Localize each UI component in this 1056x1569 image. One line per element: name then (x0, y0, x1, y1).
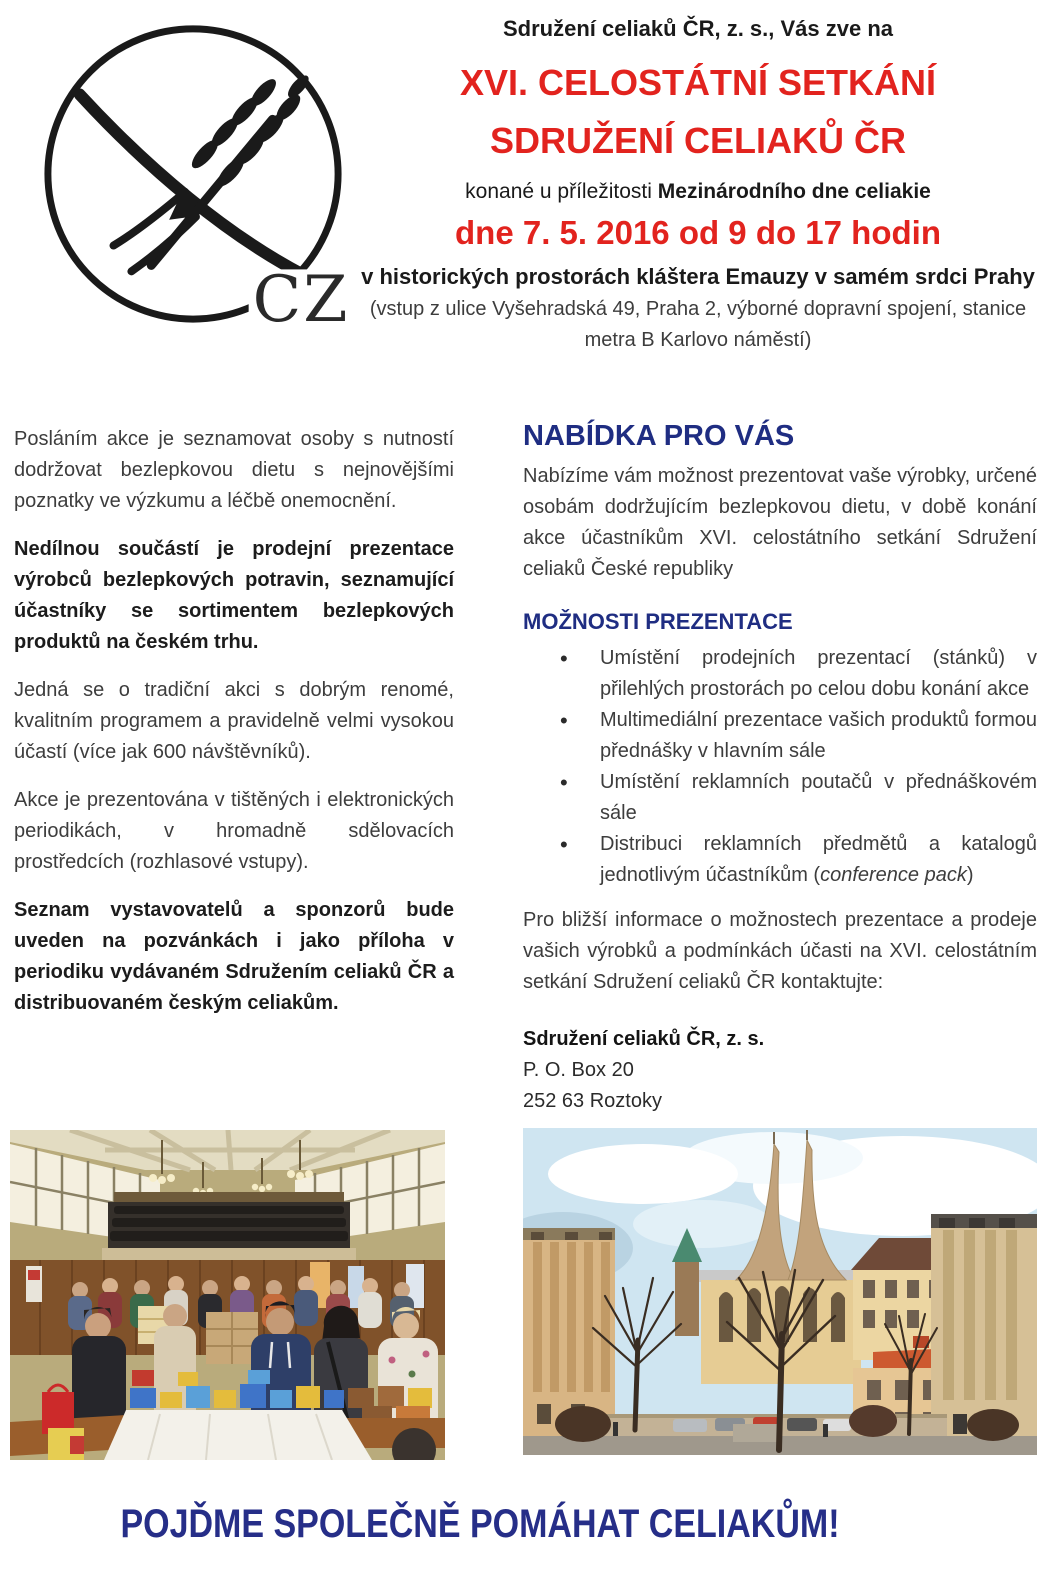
presentation-options-list (523, 643, 1037, 891)
footer-slogan-row (0, 1502, 1056, 1547)
occasion-line (352, 180, 1044, 204)
svg-text:CZ: CZ (252, 262, 350, 337)
list-item (523, 829, 1037, 891)
event-title-line1: XVI. CELOSTÁTNÍ SETKÁNÍ (459, 62, 937, 103)
contact-block (523, 1024, 1037, 1117)
offer-column (523, 420, 1037, 1173)
event-venue: v historických prostorách kláštera Emauzy v samém srdci Prahy (361, 264, 1035, 289)
bullet-text: ) (966, 864, 974, 886)
list-item: • Umístění prodejních prezentací (stánků) v přilehlých prostorách po celou dobu konání akce (523, 643, 1037, 705)
offer-intro: Nabízíme vám možnost prezentovat vaše výrobky, určené osobám dodržujícím bezlepkovou dietu, v době konání akce účastníkům XVI. celostátního setkání Sdružení celiaků České republiky (523, 465, 1037, 580)
invite-line: Sdružení celiaků ČR, z. s., Vás zve na (502, 16, 894, 41)
paragraph-tradition: Jedná se o tradiční akci s dobrým renomé, kvalitním programem a pravidelně velmi vysokou účastí (více jak 600 návštěvníků). (14, 679, 454, 763)
crossed-grain-icon (34, 8, 352, 340)
contact-organization: Sdružení celiaků ČR, z. s. (523, 1028, 765, 1050)
list-item: • Multimediální prezentace vašich produktů formou přednášky v hlavním sále (523, 705, 1037, 767)
paragraph-exhibitor-list: Seznam vystavovatelů a sponzorů bude uveden na pozvánkách i jako příloha v periodiku vydávaném Sdružením celiaků ČR a distribuovaném českým celiakům. (14, 899, 454, 1014)
occasion-prefix: konané u příležitosti (465, 180, 658, 203)
paragraph-mission: Posláním akce je seznamovat osoby s nutností dodržovat bezlepkovou dietu s nejnovějšími poznatky ve výzkumu a léčbě onemocnění. (14, 428, 454, 512)
footer-slogan: POJĎME SPOLEČNĚ POMÁHAT CELIAKŮM! (120, 1502, 840, 1546)
contact-pobox: P. O. Box 20 (523, 1059, 634, 1081)
event-date: dne 7. 5. 2016 od 9 do 17 hodin (455, 214, 941, 251)
event-title-line2: SDRUŽENÍ CELIAKŮ ČR (489, 120, 906, 161)
contact-city: 252 63 Roztoky (523, 1090, 662, 1112)
bullet-text: Distribuci reklamních předmětů a katalogů jednotlivým účastníkům ( (600, 833, 1037, 886)
occasion-highlight: Mezinárodního dne celiakie (657, 180, 931, 203)
event-venue-detail: (vstup z ulice Vyšehradská 49, Praha 2, výborné dopravní spojení, stanice metra B Karlovo náměstí) (369, 298, 1027, 351)
event-hall-photo (10, 1130, 445, 1460)
paragraph-media: Akce je prezentována v tištěných i elektronických periodikách, v hromadně sdělovacích prostředcích (rozhlasové vstupy). (14, 789, 454, 873)
paragraph-sales-presentation: Nedílnou součástí je prodejní prezentace výrobců bezlepkových potravin, seznamující účastníky se sortimentem bezlepkových produktů na českém trhu. (14, 538, 454, 653)
emauzy-monastery-photo (523, 1128, 1037, 1455)
contact-intro: Pro bližší informace o možnostech prezentace a prodeje vašich výrobků a podmínkách účasti na XVI. celostátním setkání Sdružení celiaků ČR kontaktujte: (523, 909, 1037, 993)
flyer-header (352, 16, 1044, 356)
presentation-options-heading: MOŽNOSTI PREZENTACE (523, 609, 793, 634)
about-event-column (14, 424, 454, 1036)
bullet-italic-text: conference pack (820, 864, 967, 886)
list-item: • Umístění reklamních poutačů v přednáškovém sále (523, 767, 1037, 829)
offer-heading: NABÍDKA PRO VÁS (523, 420, 795, 452)
